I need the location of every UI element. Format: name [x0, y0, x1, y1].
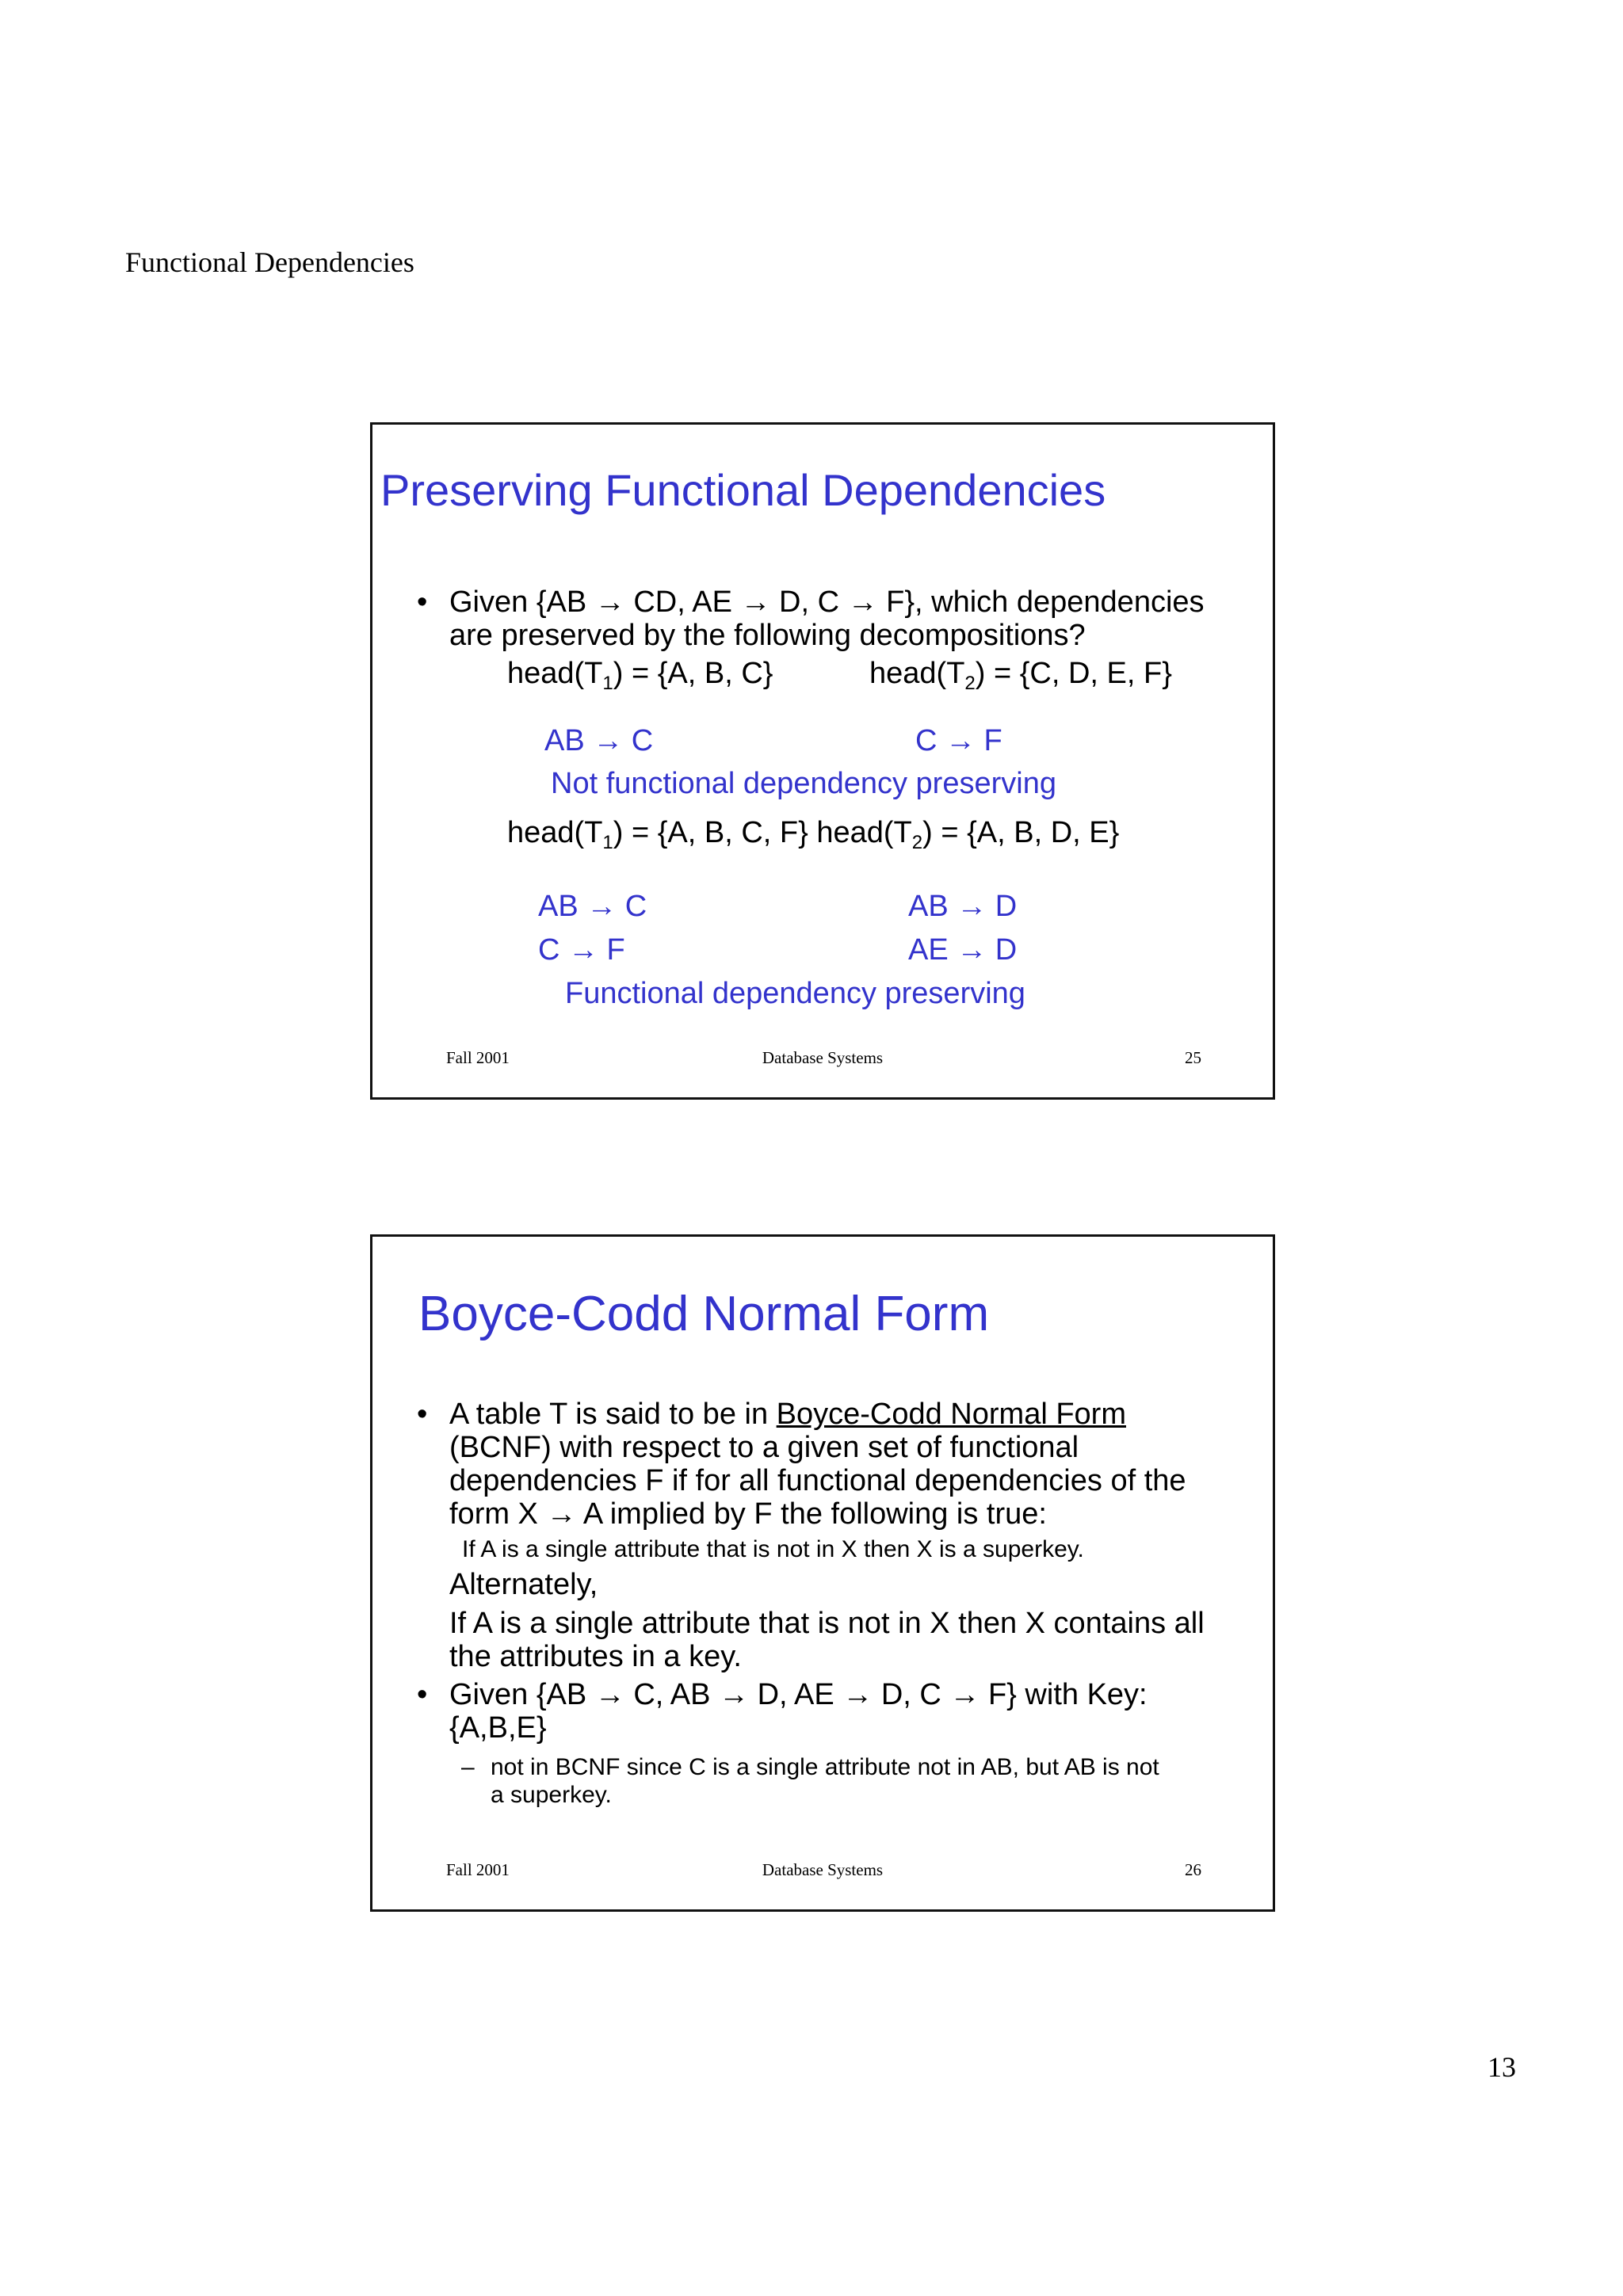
- sub-bullet-line: a superkey.: [491, 1782, 612, 1808]
- subscript: 1: [602, 832, 613, 853]
- fd-left: C → F: [538, 933, 625, 967]
- decomposition-2-result: Functional dependency preserving: [565, 977, 1025, 1010]
- slide-preserving-fds: [370, 422, 1275, 1100]
- slide-footer-course: Database Systems: [762, 1048, 884, 1067]
- bullet-line: dependencies F if for all functional dependencies of the: [449, 1464, 1186, 1497]
- head-text: ) = {A, B, C}: [613, 657, 773, 690]
- head-text: head(T: [507, 816, 603, 849]
- head-text: ) = {A, B, C, F} head(T: [613, 816, 912, 849]
- head-text: head(T: [507, 657, 603, 690]
- head-text: head(T: [869, 657, 965, 690]
- bullet-line: Alternately,: [449, 1568, 598, 1601]
- decomposition-1-t2: [869, 657, 1172, 694]
- bullet-text: A table T is said to be in: [449, 1398, 777, 1431]
- bullet-line: [449, 1398, 1126, 1431]
- bcnf-condition: If A is a single attribute that is not in X then X is a superkey.: [462, 1536, 1084, 1562]
- defined-term: Boyce-Codd Normal Form: [776, 1398, 1126, 1431]
- fd-right: AB → D: [908, 890, 1018, 923]
- decomposition-2-heads: [507, 816, 1120, 853]
- bullet-line: Given {AB → CD, AE → D, C → F}, which dependencies: [449, 585, 1205, 619]
- fd-left: AB → C: [544, 724, 654, 757]
- slide-bcnf: [370, 1234, 1275, 1912]
- fd-right: C → F: [915, 724, 1002, 757]
- bullet-line: are preserved by the following decompositions?: [449, 619, 1086, 652]
- fd-left: AB → C: [538, 890, 647, 923]
- bullet-line: the attributes in a key.: [449, 1640, 742, 1673]
- subscript: 2: [911, 832, 923, 853]
- head-text: ) = {A, B, D, E}: [922, 816, 1120, 849]
- slide-footer-number: 25: [1185, 1048, 1201, 1067]
- slide-title: Preserving Functional Dependencies: [380, 465, 1106, 515]
- slide-footer-date: Fall 2001: [446, 1860, 510, 1879]
- slide-footer-number: 26: [1185, 1860, 1201, 1879]
- subscript: 2: [964, 673, 976, 694]
- sub-bullet-line: not in BCNF since C is a single attribute not in AB, but AB is not: [491, 1754, 1159, 1780]
- decomposition-1-t1: [507, 657, 773, 694]
- bullet-line: form X → A implied by F the following is true:: [449, 1497, 1047, 1531]
- bullet-line: Given {AB → C, AB → D, AE → D, C → F} with Key:: [449, 1678, 1148, 1711]
- subscript: 1: [602, 673, 613, 694]
- decomposition-1-result: Not functional dependency preserving: [551, 767, 1056, 800]
- slide-title: Boyce-Codd Normal Form: [418, 1287, 990, 1341]
- bullet-marker: •: [417, 1398, 428, 1431]
- slide-footer-course: Database Systems: [762, 1860, 884, 1879]
- bullet-line: {A,B,E}: [449, 1711, 547, 1745]
- slide-footer-date: Fall 2001: [446, 1048, 510, 1067]
- page-number: 13: [1487, 2051, 1516, 2083]
- bullet-marker: •: [417, 1678, 428, 1711]
- head-text: ) = {C, D, E, F}: [975, 657, 1172, 690]
- bullet-marker: •: [417, 585, 428, 619]
- bullet-line: If A is a single attribute that is not in X then X contains all: [449, 1607, 1205, 1640]
- sub-bullet-marker: –: [461, 1754, 475, 1780]
- fd-right: AE → D: [908, 933, 1018, 967]
- bullet-line: (BCNF) with respect to a given set of functional: [449, 1431, 1079, 1464]
- page-header: Functional Dependencies: [125, 246, 414, 278]
